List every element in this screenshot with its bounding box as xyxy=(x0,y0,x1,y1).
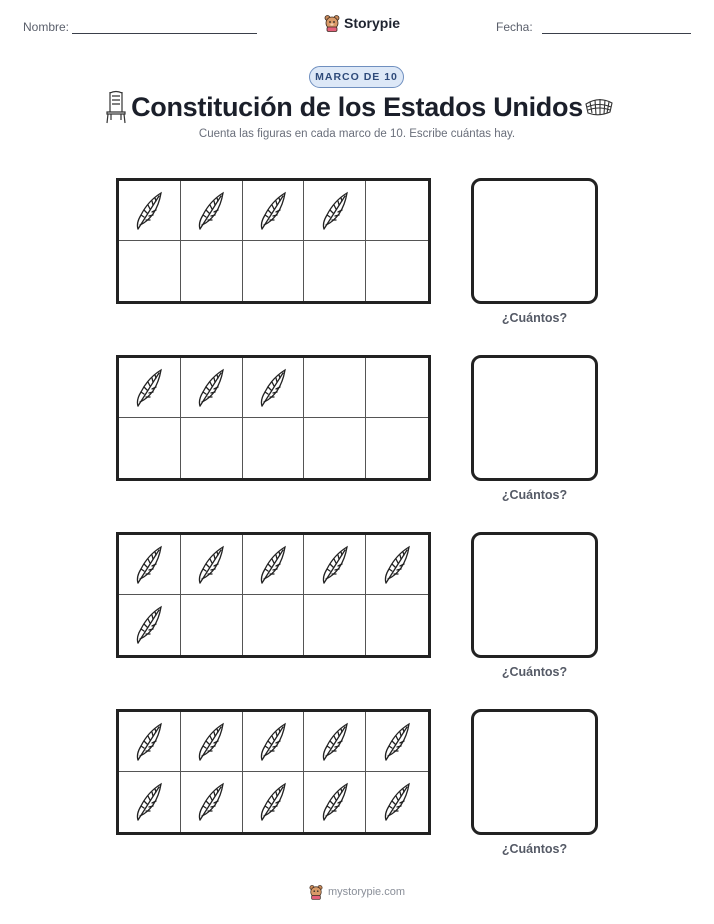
quill-feather-icon xyxy=(132,603,166,647)
frame-cell xyxy=(243,418,305,478)
quill-feather-icon xyxy=(194,366,228,410)
page-title: Constitución de los Estados Unidos xyxy=(131,92,583,122)
quill-feather-icon xyxy=(318,543,352,587)
quill-feather-icon xyxy=(256,189,290,233)
quill-feather-icon xyxy=(318,780,352,824)
frame-cell xyxy=(243,712,305,772)
answer-box[interactable] xyxy=(471,709,598,835)
brand-logo xyxy=(324,12,400,34)
frame-cell xyxy=(304,712,366,772)
ten-frame xyxy=(116,178,431,304)
quill-feather-icon xyxy=(132,720,166,764)
frame-cell xyxy=(181,358,243,418)
frame-cell xyxy=(119,181,181,241)
frame-cell xyxy=(304,535,366,595)
frame-cell xyxy=(304,418,366,478)
frame-cell xyxy=(366,181,428,241)
worksheet-type-badge: MARCO DE 10 xyxy=(309,66,404,88)
quill-feather-icon xyxy=(318,720,352,764)
date-label: Fecha: xyxy=(496,20,533,34)
quill-feather-icon xyxy=(380,543,414,587)
ten-frame xyxy=(116,355,431,481)
frame-cell xyxy=(181,772,243,832)
frame-cell xyxy=(181,418,243,478)
frame-cell xyxy=(243,772,305,832)
frame-cell xyxy=(366,535,428,595)
frame-cell xyxy=(181,712,243,772)
frame-cell xyxy=(304,595,366,655)
answer-prompt: ¿Cuántos? xyxy=(501,842,568,856)
frame-cell xyxy=(243,535,305,595)
frame-cell xyxy=(366,418,428,478)
bear-mascot-icon xyxy=(324,14,340,32)
frame-cell xyxy=(366,772,428,832)
frame-cell xyxy=(366,712,428,772)
quill-feather-icon xyxy=(256,543,290,587)
quill-feather-icon xyxy=(318,189,352,233)
footer-url: mystorypie.com xyxy=(327,886,406,898)
quill-feather-icon xyxy=(194,780,228,824)
frame-cell xyxy=(366,358,428,418)
brand-name: Storypie xyxy=(344,15,401,31)
instructions: Cuenta las figuras en cada marco de 10. Escribe cuántas hay. xyxy=(198,128,516,140)
frame-cell xyxy=(119,535,181,595)
quill-feather-icon xyxy=(194,189,228,233)
quill-feather-icon xyxy=(380,780,414,824)
answer-box[interactable] xyxy=(471,178,598,304)
quill-feather-icon xyxy=(256,780,290,824)
basket-icon xyxy=(583,94,615,118)
ten-frame xyxy=(116,709,431,835)
answer-prompt: ¿Cuántos? xyxy=(501,488,568,502)
frame-cell xyxy=(119,772,181,832)
frame-cell xyxy=(243,358,305,418)
frame-cell xyxy=(181,535,243,595)
quill-feather-icon xyxy=(256,366,290,410)
frame-cell xyxy=(304,358,366,418)
frame-cell xyxy=(243,181,305,241)
bear-mascot-icon xyxy=(309,884,323,900)
frame-cell xyxy=(243,595,305,655)
frame-cell xyxy=(243,241,305,301)
frame-cell xyxy=(119,418,181,478)
quill-feather-icon xyxy=(194,543,228,587)
quill-feather-icon xyxy=(256,720,290,764)
quill-feather-icon xyxy=(132,780,166,824)
frame-cell xyxy=(304,772,366,832)
name-field-line[interactable] xyxy=(72,33,257,34)
frame-cell xyxy=(181,595,243,655)
quill-feather-icon xyxy=(380,720,414,764)
answer-prompt: ¿Cuántos? xyxy=(501,665,568,679)
frame-cell xyxy=(119,712,181,772)
quill-feather-icon xyxy=(132,366,166,410)
frame-cell xyxy=(304,241,366,301)
name-label: Nombre: xyxy=(23,20,70,34)
frame-cell xyxy=(366,595,428,655)
frame-cell xyxy=(119,595,181,655)
quill-feather-icon xyxy=(194,720,228,764)
date-field-line[interactable] xyxy=(542,33,691,34)
answer-prompt: ¿Cuántos? xyxy=(501,311,568,325)
quill-feather-icon xyxy=(132,189,166,233)
frame-cell xyxy=(181,181,243,241)
frame-cell xyxy=(119,358,181,418)
frame-cell xyxy=(366,241,428,301)
quill-feather-icon xyxy=(132,543,166,587)
footer xyxy=(0,884,714,900)
frame-cell xyxy=(304,181,366,241)
ten-frame xyxy=(116,532,431,658)
frame-cell xyxy=(119,241,181,301)
answer-box[interactable] xyxy=(471,355,598,481)
frame-cell xyxy=(181,241,243,301)
answer-box[interactable] xyxy=(471,532,598,658)
